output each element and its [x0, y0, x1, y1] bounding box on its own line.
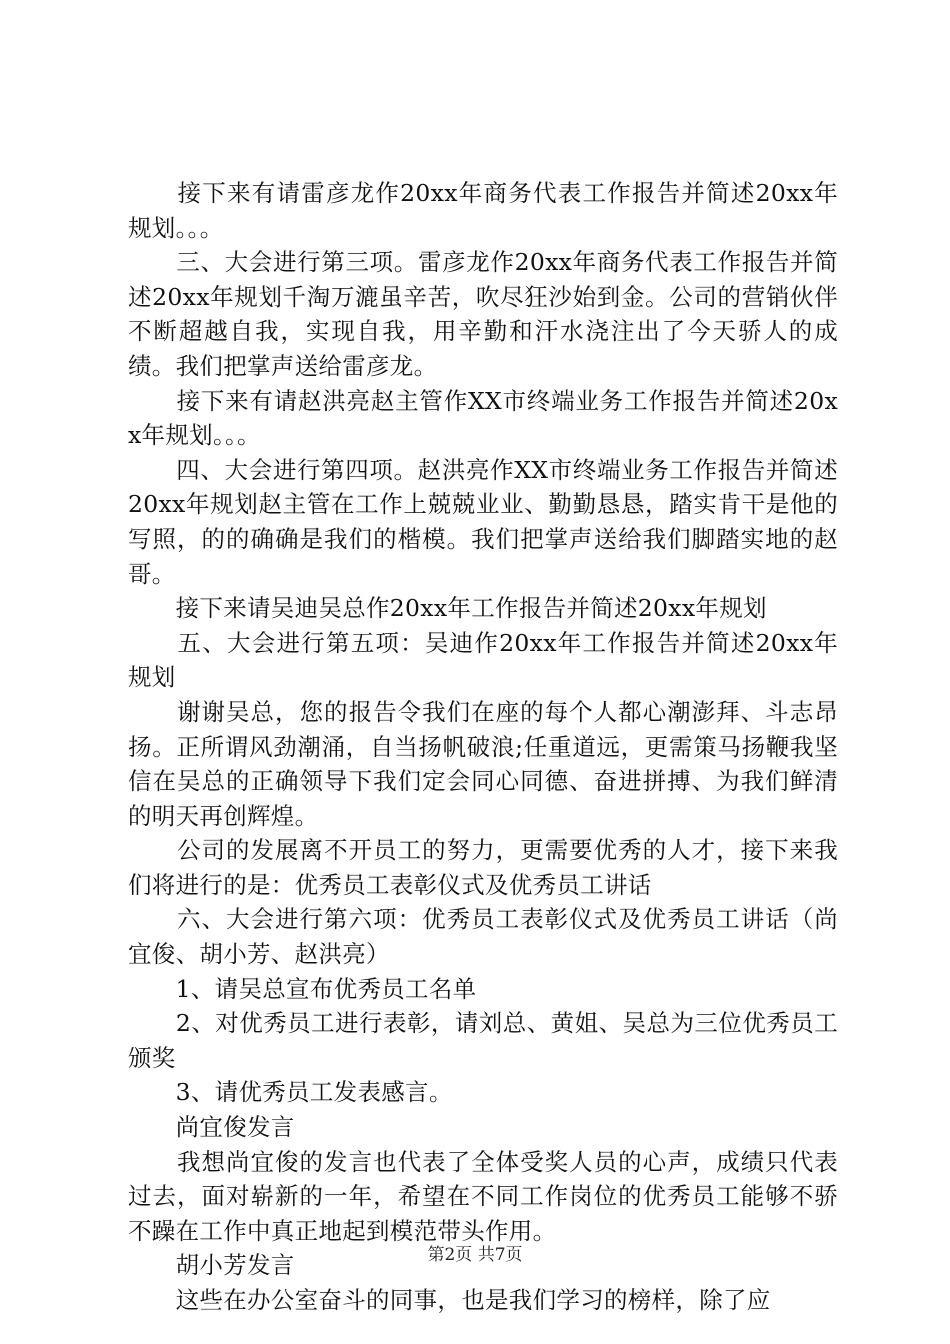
paragraph-8: 公司的发展离不开员工的努力，更需要优秀的人才，接下来我们将进行的是：优秀员工表彰仪式及优秀员工讲话 — [128, 836, 838, 899]
paragraph-9: 六、大会进行第六项：优秀员工表彰仪式及优秀员工讲话（尚宜俊、胡小芳、赵洪亮） — [128, 905, 838, 969]
paragraph-6: 五、大会进行第五项：吴迪作20xx年工作报告并简述20xx年规划 — [128, 628, 838, 692]
paragraph-10: 我想尚宜俊的发言也代表了全体受奖人员的心声，成绩只代表过去，面对崭新的一年，希望在不同工作岗位的优秀员工能够不骄不躁在工作中真正地起到模范带头作用。 — [128, 1147, 838, 1245]
paragraph-5: 接下来请吴迪吴总作20xx年工作报告并简述20xx年规划 — [128, 594, 767, 623]
list-item-2: 2、对优秀员工进行表彰，请刘总、黄姐、吴总为三位优秀员工颁奖 — [128, 1009, 838, 1072]
paragraph-7: 谢谢吴总，您的报告令我们在座的每个人都心潮澎拜、斗志昂扬。正所谓风劲潮涌，自当扬帆破浪;任重道远，更需策马扬鞭我坚信在吴总的正确领导下我们定会同心同德、奋进拼搏、为我们鲜清的明天再创辉煌。 — [128, 697, 838, 830]
paragraph-3: 接下来有请赵洪亮赵主管作XX市终端业务工作报告并简述20xx年规划。。。 — [128, 386, 838, 450]
document-body — [128, 176, 838, 1318]
list-item-3: 3、请优秀员工发表感言。 — [128, 1078, 453, 1107]
list-item-1: 1、请吴总宣布优秀员工名单 — [128, 974, 477, 1003]
paragraph-2: 三、大会进行第三项。雷彦龙作20xx年商务代表工作报告并简述20xx年规划千淘万漉虽辛苦，吹尽狂沙始到金。公司的营销伙伴不断超越自我，实现自我，用辛勤和汗水浇注出了今天骄人的成绩。我们把掌声送给雷彦龙。 — [128, 248, 838, 380]
paragraph-1: 接下来有请雷彦龙作20xx年商务代表工作报告并简述20xx年规划。。。 — [128, 179, 838, 242]
paragraph-11: 这些在办公室奋斗的同事，也是我们学习的榜样，除了应 — [128, 1286, 771, 1314]
speaker-heading-2: 胡小芳发言 — [128, 1251, 295, 1280]
page-number-footer: 第2页 共7页 — [427, 1245, 523, 1265]
paragraph-4: 四、大会进行第四项。赵洪亮作XX市终端业务工作报告并简述20xx年规划赵主管在工作上兢兢业业、勤勤恳恳，踏实肯干是他的写照，的的确确是我们的楷模。我们把掌声送给我们脚踏实地的赵哥。 — [128, 455, 838, 588]
speaker-heading-1: 尚宜俊发言 — [128, 1113, 295, 1142]
